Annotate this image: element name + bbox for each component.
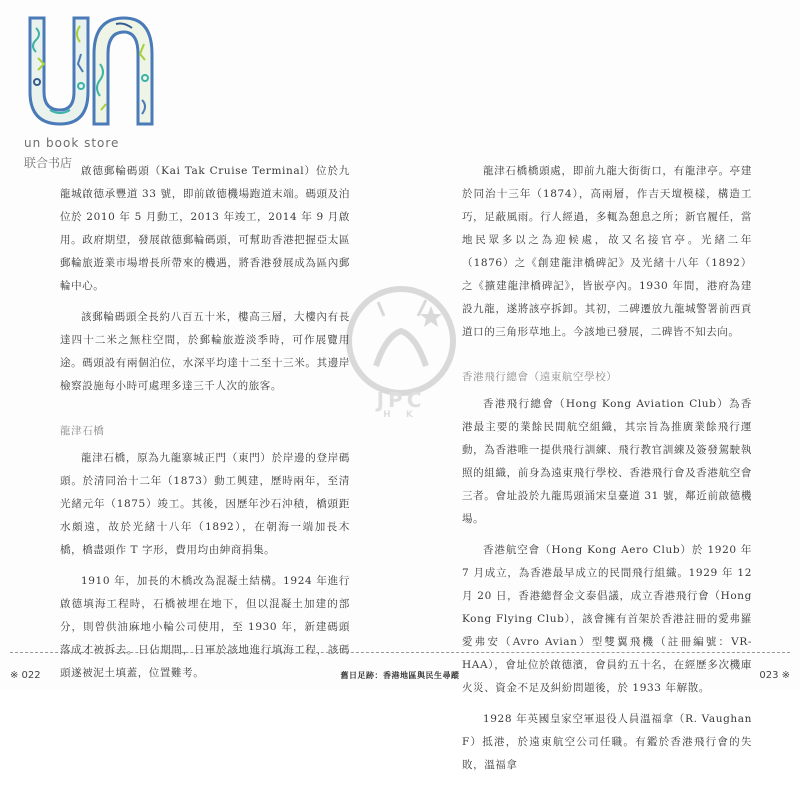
paragraph: 香港航空會（Hong Kong Aero Club）於 1920 年 7 月成立，為香港最早成立的民間飛行組織。1929 年 12 月 20 日，香港總督金文泰倡議，成立香港飛行會（Hong Kong Flying Club），該會擁有首架於香港註冊的愛弗羅愛弗安（Avro Avian）型雙翼飛機（註冊編號：VR-HAA），會址位於啟德濱，會員約五十名，在經歷多次機庫火災、資金不足及糾紛問題後，於 1933 年解散。 [462,544,752,694]
paragraph: 香港飛行總會（Hong Kong Aviation Club）為香港最主要的業餘民間航空組織，其宗旨為推廣業餘飛行運動，為香港唯一提供飛行訓練、飛行教官訓練及簽發駕駛執照的組織，前身為遠東飛行學校、香港飛行會及香港航空會三者。會址設於九龍馬頭涌宋皇臺道 31 號，鄰近前啟德機場。 [462,398,752,525]
right-page-number: 023 ※ [759,670,790,681]
left-page-column [60,160,350,685]
paragraph: 該郵輪碼頭全長約八百五十米，樓高三層，大樓內有長達四十二米之無柱空間，於郵輪旅遊淡季時，可作展覽用途。碼頭設有兩個泊位，水深平均達十二至十三米。其邊岸檢察設施每小時可處理多達三千人次的旅客。 [60,311,350,392]
book-title: 舊日足跡：香港地區與民生尋蹤 [340,671,460,680]
un-logo-icon [24,14,154,136]
section-heading: 龍津石橋 [60,425,105,437]
left-page-number: ※ 022 [10,670,41,681]
polo-players-icon [336,286,466,396]
page-footer [0,652,800,690]
jpc-watermark [336,286,466,426]
paragraph: 1928 年英國皇家空軍退役人員溫福拿（R. Vaughan F）抵港，於遠東航空公司任職。有鑑於香港飛行會的失敗，溫福拿 [462,713,752,771]
store-logo [24,14,154,170]
watermark-region: H K [383,410,419,420]
footer-divider [10,652,790,653]
paragraph: 龍津石橋橋頭處，即前九龍大街街口，有龍津亭。亭建於同治十三年（1874），高兩層，作吉天壇模樣，構造工巧，足蔽風雨。行人經過，多輒為憩息之所；新官履任，當地民眾多以之為迎候處，故又名接官亭。光緒二年（1876）之《創建龍津橋碑記》及光緒十八年（1892）之《擴建龍津橋碑記》，皆嵌亭內。1930 年間，港府為建設九龍，遂將該亭拆卸。其初，二碑遷放九龍城警署前西貢道口的三角形草地上。今該地已發展，二碑皆不知去向。 [462,165,752,338]
logo-chinese-text: 联合书店 [24,156,73,170]
paragraph: 1910 年，加長的木橋改為混凝土結構。1924 年進行啟德填海工程時，石橋被埋在地下，但以混凝土加建的部分，則曾供油麻地小輪公司使用，至 1930 年，新建碼頭落成才被拆去。日佔期間，日軍於該地進行填海工程，該碼頭遂被泥土填蓋，位置難考。 [60,575,350,679]
watermark-name: JPC [376,388,426,412]
paragraph: 啟德郵輪碼頭（Kai Tak Cruise Terminal）位於九龍城啟德承豐道 33 號，即前啟德機場跑道末端。碼頭及泊位於 2010 年 5 月動工，2013 年竣工，2014 年 9 月啟用。政府期望，發展啟德郵輪碼頭，可幫助香港把握亞太區郵輪旅遊業市場增長所帶來的機遇，將香港發展成為區內郵輪中心。 [60,165,350,292]
paragraph: 龍津石橋，原為九龍寨城正門（東門）於岸邊的登岸碼頭。於清同治十二年（1873）動工興建，歷時兩年，至清光緒元年（1875）竣工。其後，因歷年沙石沖積，橋頭距水頗遠，故於光緒十八年（1892），在朝海一端加長木橋，橋盡頭作 T 字形，費用均由紳商捐集。 [60,452,350,556]
logo-english-text: un book store [24,136,120,150]
section-heading: 香港飛行總會（遠東航空學校） [462,371,618,383]
